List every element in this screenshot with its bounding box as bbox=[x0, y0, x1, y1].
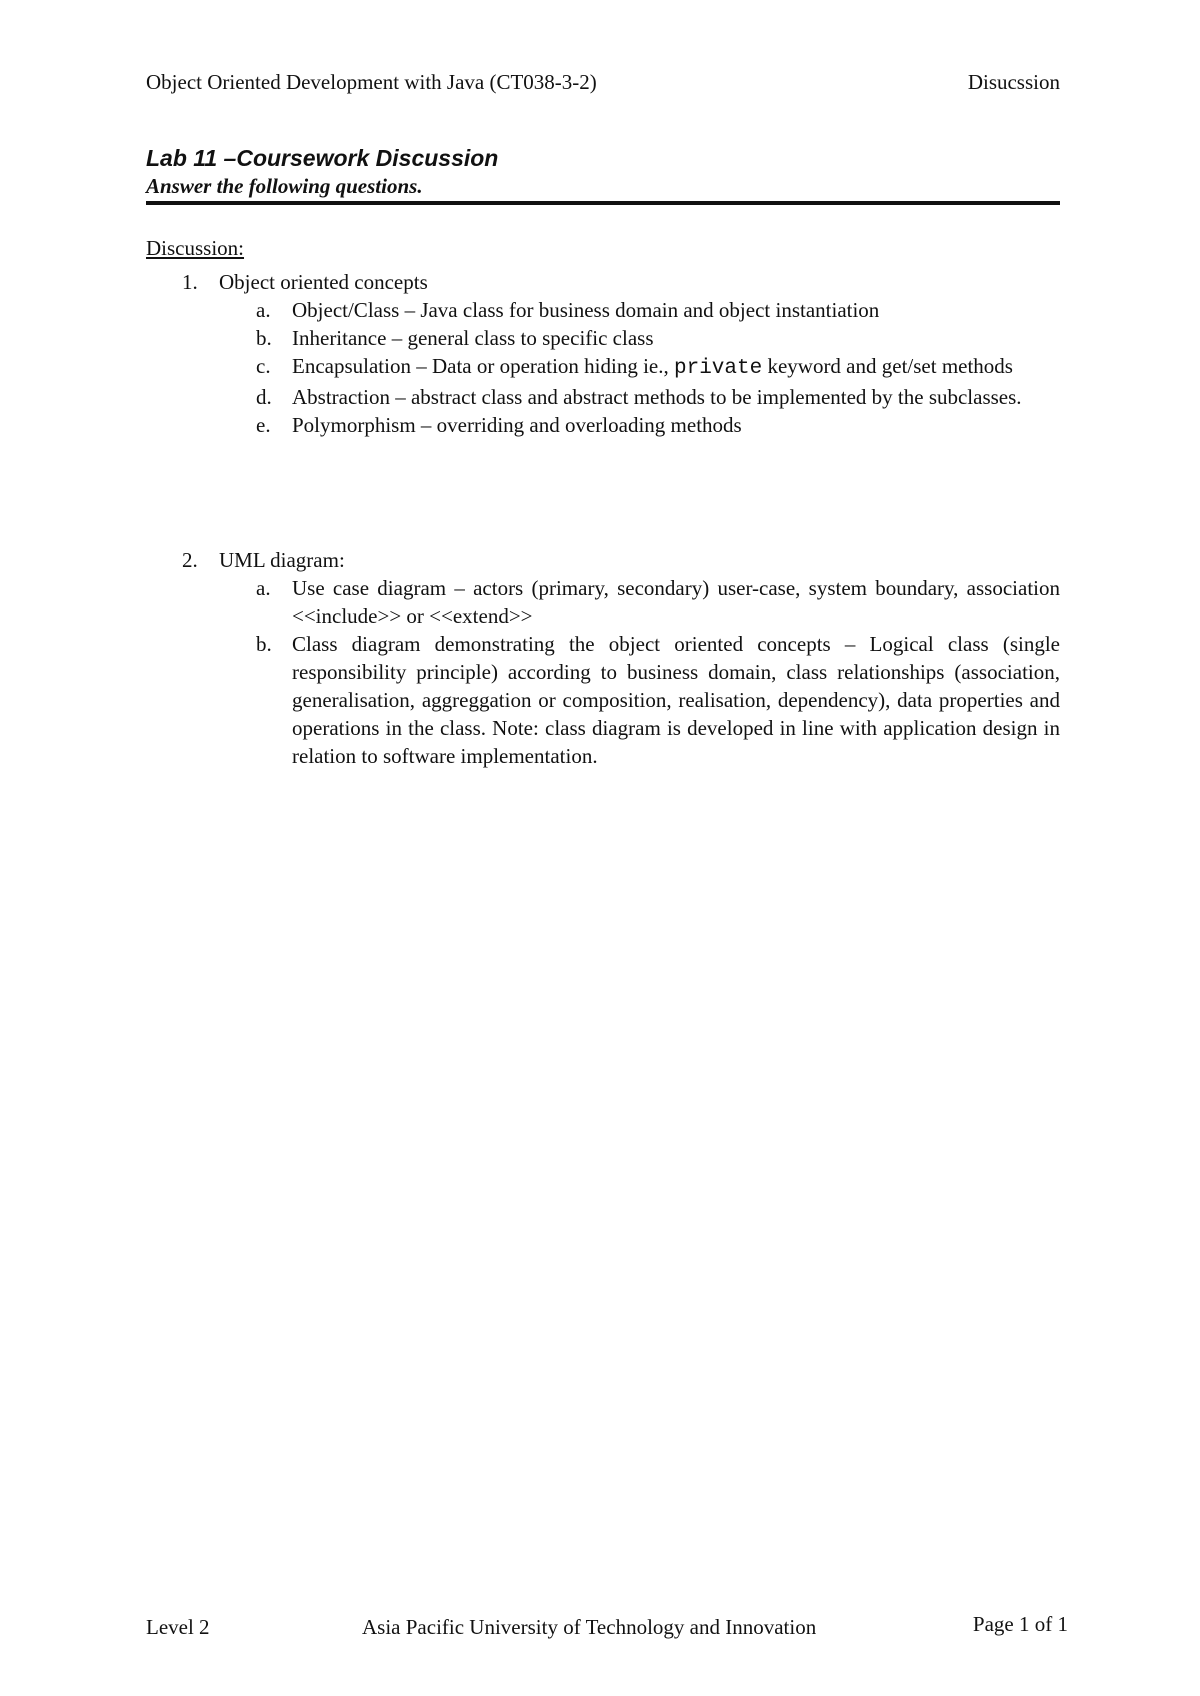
list-number: 1. bbox=[182, 270, 198, 294]
sub-item-letter: a. bbox=[256, 298, 271, 322]
sub-item-letter: c. bbox=[256, 354, 271, 378]
title-block bbox=[146, 143, 1060, 205]
list-item-text: UML diagram: bbox=[219, 548, 345, 572]
page-footer bbox=[146, 1612, 1068, 1642]
list-number: 2. bbox=[182, 548, 198, 572]
sub-item-text: Inheritance – general class to specific class bbox=[292, 326, 654, 350]
footer-level: Level 2 bbox=[146, 1615, 210, 1639]
section-heading: Discussion: bbox=[146, 236, 245, 260]
lab-title: Lab 11 –Coursework Discussion bbox=[146, 145, 499, 171]
sub-item bbox=[146, 352, 1060, 383]
private-keyword: private bbox=[673, 357, 763, 380]
sub-item-text: Use case diagram – actors (primary, secondary) user-case, system boundary, association <<include>> or <<extend>> bbox=[292, 576, 1060, 628]
footer-university: Asia Pacific University of Technology and Innovation bbox=[362, 1615, 817, 1639]
encapsulation-text-after: keyword and get/set methods bbox=[762, 354, 1013, 378]
lab-subtitle: Answer the following questions. bbox=[146, 174, 423, 198]
header-section-label: Disucssion bbox=[967, 70, 1060, 94]
sub-item-text: Object/Class – Java class for business domain and object instantiation bbox=[292, 298, 880, 322]
list-item-2 bbox=[146, 546, 1060, 770]
sub-item bbox=[146, 324, 1060, 352]
sub-item-text: Abstraction – abstract class and abstract methods to be implemented by the subclasses. bbox=[292, 385, 1022, 409]
sub-item-text bbox=[292, 352, 1060, 383]
list-item-text: Object oriented concepts bbox=[219, 270, 428, 294]
title-divider bbox=[146, 201, 1060, 205]
sub-item-letter: b. bbox=[256, 326, 272, 350]
footer-page-number: Page 1 of 1 bbox=[972, 1612, 1068, 1636]
sub-item bbox=[146, 296, 1060, 324]
sub-item bbox=[146, 630, 1060, 770]
sub-item bbox=[146, 383, 1060, 411]
page-header bbox=[146, 70, 1060, 100]
sub-item-letter: d. bbox=[256, 385, 272, 409]
sub-item-text: Class diagram demonstrating the object oriented concepts – Logical class (single responsibility principle) according to business domain, class relationships (association, generalisation, aggreggation or composition, realisation, dependency), data properties and operations in the class. Note: class diagram is developed in line with application design in relation to software implementation. bbox=[292, 632, 1060, 768]
sub-item-letter: e. bbox=[256, 413, 271, 437]
list-item-1 bbox=[146, 268, 1060, 439]
sub-item-letter: b. bbox=[256, 632, 272, 656]
sub-item bbox=[146, 411, 1060, 439]
sub-item bbox=[146, 574, 1060, 630]
header-course-title: Object Oriented Development with Java (CT038-3-2) bbox=[146, 70, 597, 94]
sub-item-letter: a. bbox=[256, 576, 271, 600]
sub-item-text: Polymorphism – overriding and overloading methods bbox=[292, 413, 742, 437]
encapsulation-text-before: Encapsulation – Data or operation hiding ie., bbox=[292, 354, 674, 378]
